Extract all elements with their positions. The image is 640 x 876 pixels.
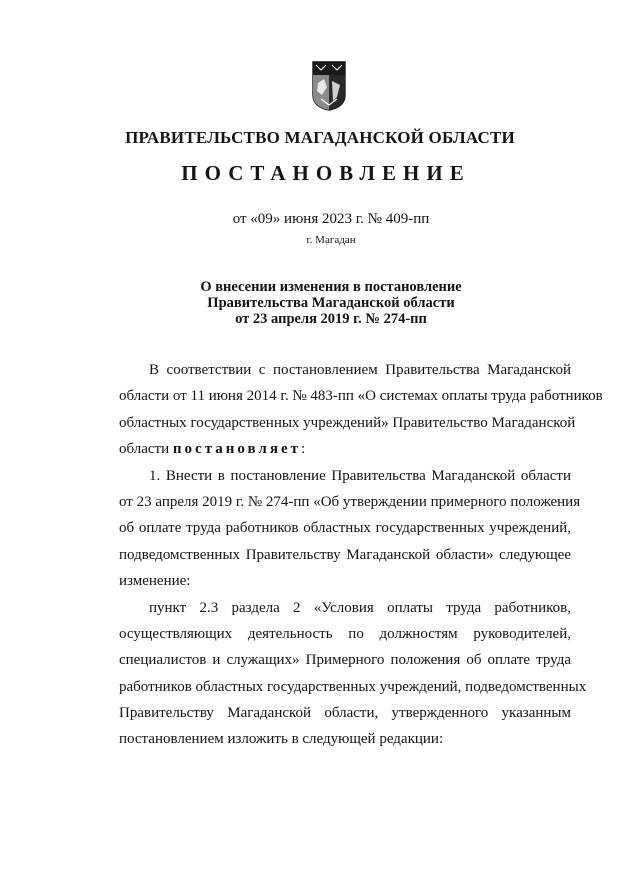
body-line: от 23 апреля 2019 г. № 274-пп «Об утверждении примерного положения <box>119 493 581 510</box>
body-line: Правительству Магаданской области, утвержденного указанным <box>119 705 571 722</box>
body-line: В соответствии с постановлением Правительства Магаданской <box>149 362 571 378</box>
body-line: специалистов и служащих» Примерного положения об оплате труда <box>119 652 571 669</box>
document-city: г. Магадан <box>306 234 356 246</box>
government-title: ПРАВИТЕЛЬСТВО МАГАДАНСКОЙ ОБЛАСТИ <box>125 128 515 147</box>
body-line: работников областных государственных учреждений, подведомственных <box>119 678 587 695</box>
document-date-number: от «09» июня 2023 г. № 409-пп <box>232 211 430 227</box>
body-line: области от 11 июня 2014 г. № 483-пп «О системах оплаты труда работников <box>119 388 603 405</box>
resolves-keyword: постановляет <box>172 441 301 458</box>
body-line-resolves <box>119 436 571 462</box>
body-text: : <box>301 441 306 458</box>
subject-line: Правительства Магаданской области <box>207 295 455 311</box>
body-line: областных государственных учреждений» Правительство Магаданской <box>119 414 576 431</box>
document-type: ПОСТАНОВЛЕНИЕ <box>181 161 471 185</box>
body-line: пункт 2.3 раздела 2 «Условия оплаты труда работников, <box>149 599 571 616</box>
body-line: об оплате труда работников областных государственных учреждений, <box>119 520 571 537</box>
body-line: осуществляющих деятельность по должностям руководителей, <box>119 625 571 642</box>
subject-line: О внесении изменения в постановление <box>200 279 462 295</box>
body-text: области <box>119 441 173 458</box>
subject-line: от 23 апреля 2019 г. № 274-пп <box>235 311 427 327</box>
body-line: 1. Внести в постановление Правительства Магаданской области <box>149 467 571 484</box>
body-line: постановлением изложить в следующей редакции: <box>119 731 444 748</box>
document-body <box>119 357 603 753</box>
document-subject <box>0 279 640 327</box>
coat-of-arms-icon <box>312 61 346 111</box>
body-line: подведомственных Правительству Магаданской области» следующее <box>119 546 571 563</box>
body-line: изменение: <box>119 573 191 590</box>
